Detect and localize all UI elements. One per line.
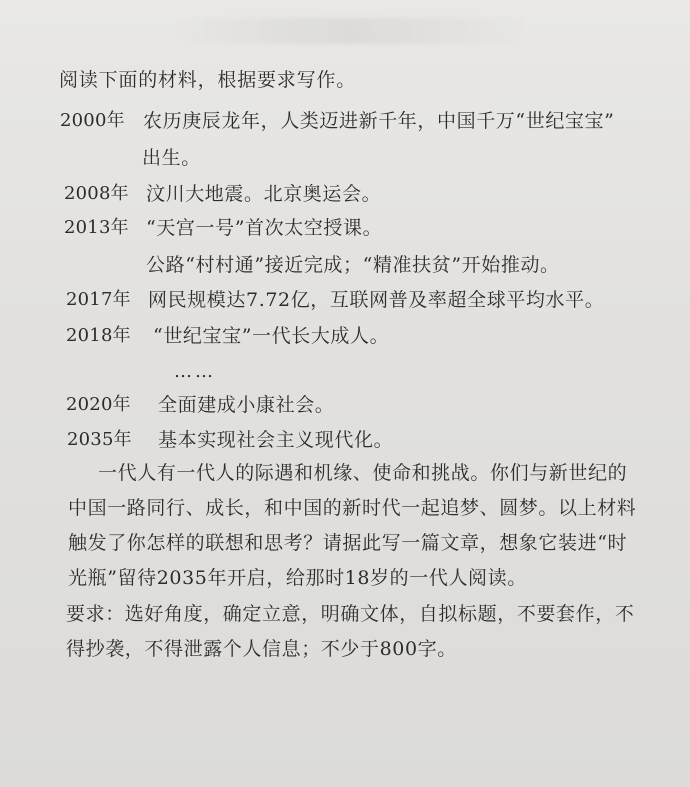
timeline-text-2000-line1: 农历庚辰龙年，人类迈进新千年，中国千万“世纪宝宝” — [143, 110, 615, 132]
instruction-text: 阅读下面的材料，根据要求写作。 — [59, 69, 357, 91]
timeline-text-2017: 网民规模达7.72亿，互联网普及率超全球平均水平。 — [148, 289, 605, 311]
timeline-year-2020: 2020年 — [66, 394, 131, 415]
paragraph-line-2: 中国一路同行、成长，和中国的新时代一起追梦、圆梦。以上材料 — [68, 497, 637, 519]
timeline-ellipsis: …… — [174, 361, 216, 382]
requirement-line-1: 要求：选好角度，确定立意，明确文体，自拟标题，不要套作，不 — [66, 603, 635, 625]
timeline-text-2008: 汶川大地震。北京奥运会。 — [146, 183, 382, 205]
timeline-text-2018: “世纪宝宝”一代长大成人。 — [153, 325, 390, 347]
timeline-year-2017: 2017年 — [66, 289, 131, 310]
paragraph-line-1: 一代人有一代人的际遇和机缘、使命和挑战。你们与新世纪的 — [98, 462, 628, 484]
timeline-year-2000: 2000年 — [60, 110, 125, 131]
requirement-line-2: 得抄袭，不得泄露个人信息；不少于800字。 — [66, 638, 457, 660]
timeline-text-2013-line1: “天宫一号”首次太空授课。 — [146, 217, 383, 239]
timeline-text-2035: 基本实现社会主义现代化。 — [158, 429, 394, 451]
paragraph-line-4: 光瓶”留待2035年开启，给那时18岁的一代人阅读。 — [68, 567, 527, 589]
timeline-text-2013-line2: 公路“村村通”接近完成；“精准扶贫”开始推动。 — [146, 254, 560, 276]
timeline-year-2018: 2018年 — [66, 325, 131, 346]
paragraph-line-3: 触发了你怎样的联想和思考？请据此写一篇文章，想象它装进“时 — [68, 532, 628, 554]
timeline-text-2020: 全面建成小康社会。 — [158, 394, 335, 416]
timeline-year-2035: 2035年 — [67, 429, 132, 450]
timeline-year-2008: 2008年 — [64, 183, 129, 204]
show-through-shadow — [170, 18, 530, 44]
timeline-text-2000-line2: 出生。 — [142, 147, 201, 169]
timeline-year-2013: 2013年 — [64, 217, 129, 238]
